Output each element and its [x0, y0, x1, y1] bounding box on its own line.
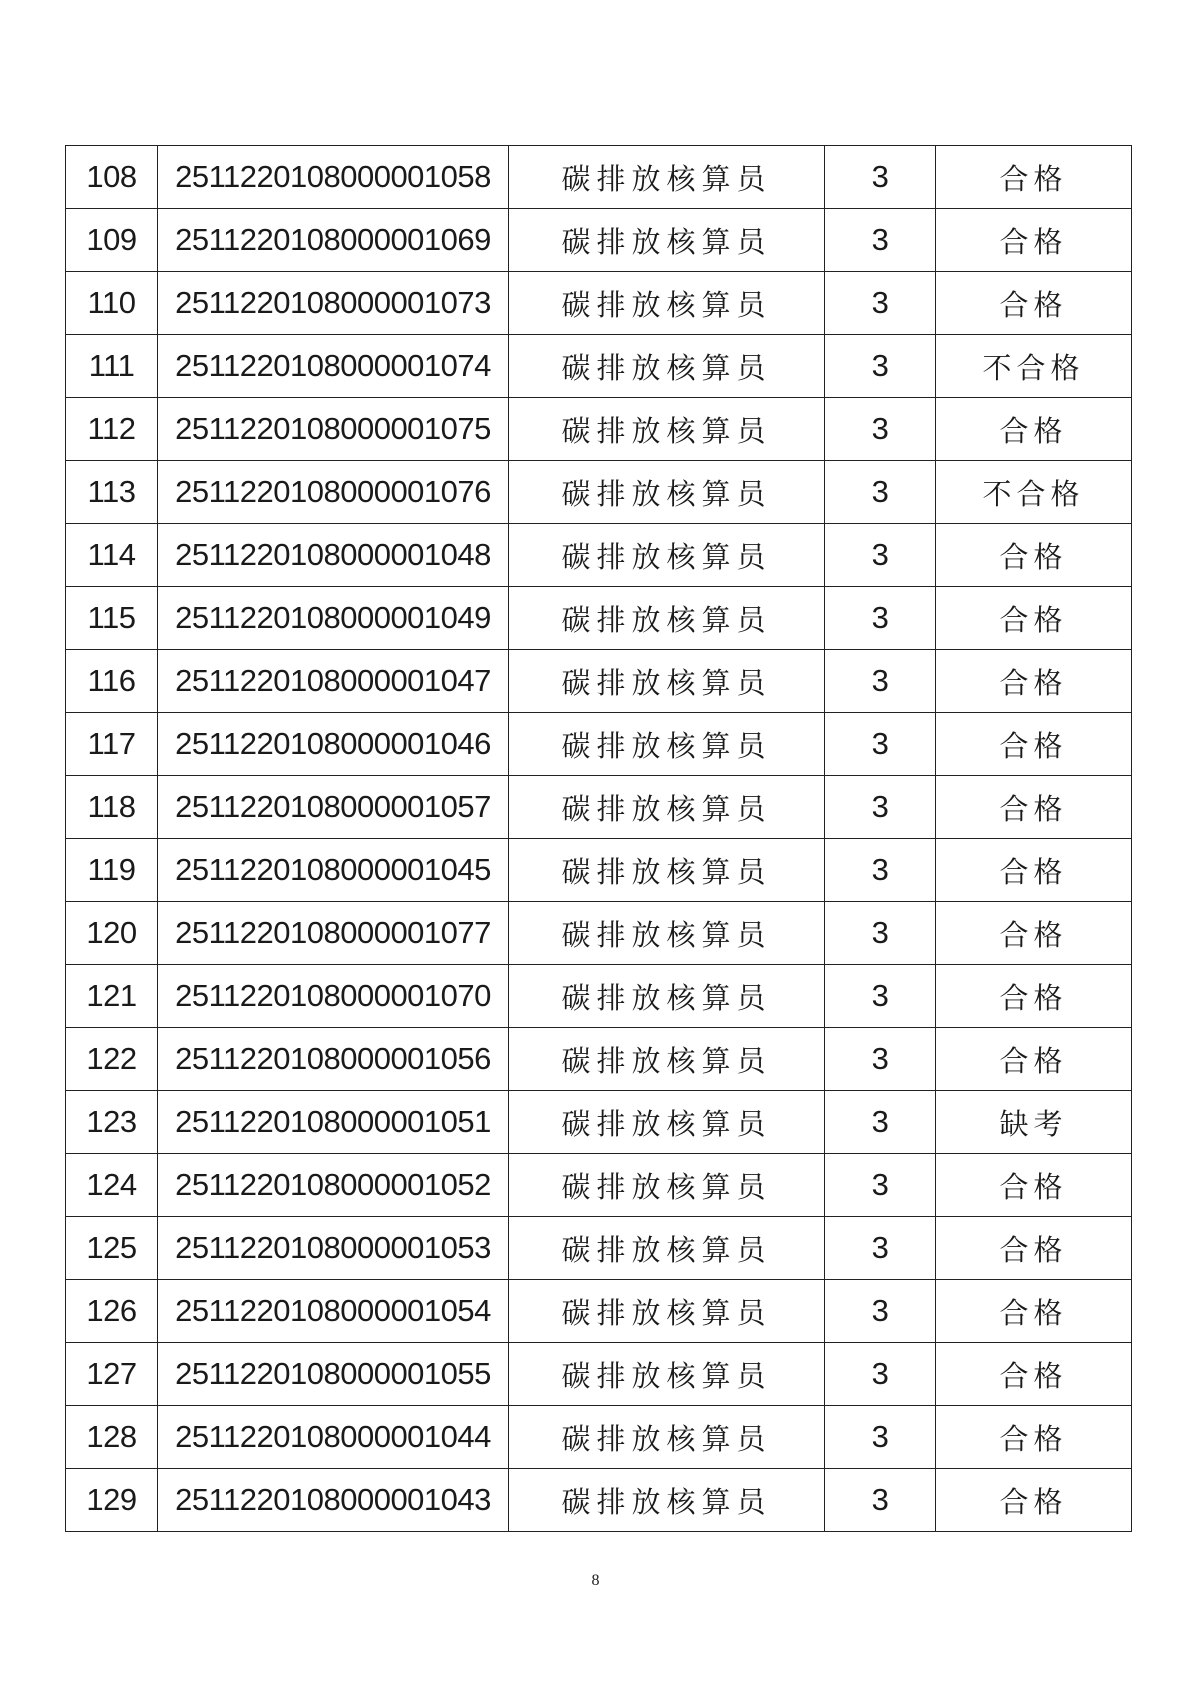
result-cell: 合格	[936, 146, 1132, 209]
certificate-id-cell: 2511220108000001074	[158, 335, 509, 398]
certificate-id-cell: 2511220108000001044	[158, 1406, 509, 1469]
occupation-cell: 碳排放核算员	[509, 776, 825, 839]
table-row	[66, 335, 1132, 398]
result-cell: 合格	[936, 1469, 1132, 1532]
sequence-number-cell: 109	[66, 209, 158, 272]
result-cell: 合格	[936, 650, 1132, 713]
certificate-id-cell: 2511220108000001045	[158, 839, 509, 902]
table-row	[66, 398, 1132, 461]
result-cell: 合格	[936, 1343, 1132, 1406]
level-cell: 3	[825, 650, 936, 713]
occupation-cell: 碳排放核算员	[509, 209, 825, 272]
result-cell: 合格	[936, 398, 1132, 461]
level-cell: 3	[825, 461, 936, 524]
table-row	[66, 272, 1132, 335]
occupation-cell: 碳排放核算员	[509, 1217, 825, 1280]
sequence-number-cell: 129	[66, 1469, 158, 1532]
sequence-number-cell: 112	[66, 398, 158, 461]
result-cell: 不合格	[936, 335, 1132, 398]
certificate-id-cell: 2511220108000001046	[158, 713, 509, 776]
occupation-cell: 碳排放核算员	[509, 587, 825, 650]
table-row	[66, 965, 1132, 1028]
occupation-cell: 碳排放核算员	[509, 335, 825, 398]
results-table-body	[66, 146, 1132, 1532]
table-row	[66, 650, 1132, 713]
table-row	[66, 1280, 1132, 1343]
sequence-number-cell: 120	[66, 902, 158, 965]
table-row	[66, 776, 1132, 839]
level-cell: 3	[825, 335, 936, 398]
sequence-number-cell: 119	[66, 839, 158, 902]
table-row	[66, 1343, 1132, 1406]
table-row	[66, 1217, 1132, 1280]
occupation-cell: 碳排放核算员	[509, 272, 825, 335]
certificate-id-cell: 2511220108000001043	[158, 1469, 509, 1532]
level-cell: 3	[825, 1469, 936, 1532]
occupation-cell: 碳排放核算员	[509, 1406, 825, 1469]
result-cell: 合格	[936, 524, 1132, 587]
sequence-number-cell: 116	[66, 650, 158, 713]
level-cell: 3	[825, 1028, 936, 1091]
occupation-cell: 碳排放核算员	[509, 902, 825, 965]
certificate-id-cell: 2511220108000001054	[158, 1280, 509, 1343]
sequence-number-cell: 124	[66, 1154, 158, 1217]
certificate-id-cell: 2511220108000001053	[158, 1217, 509, 1280]
sequence-number-cell: 126	[66, 1280, 158, 1343]
sequence-number-cell: 115	[66, 587, 158, 650]
level-cell: 3	[825, 1343, 936, 1406]
occupation-cell: 碳排放核算员	[509, 650, 825, 713]
certificate-id-cell: 2511220108000001048	[158, 524, 509, 587]
table-row	[66, 524, 1132, 587]
result-cell: 合格	[936, 1406, 1132, 1469]
result-cell: 合格	[936, 776, 1132, 839]
certificate-id-cell: 2511220108000001052	[158, 1154, 509, 1217]
result-cell: 合格	[936, 713, 1132, 776]
table-row	[66, 1091, 1132, 1154]
results-table	[65, 145, 1132, 1532]
level-cell: 3	[825, 272, 936, 335]
occupation-cell: 碳排放核算员	[509, 461, 825, 524]
level-cell: 3	[825, 1406, 936, 1469]
table-row	[66, 1469, 1132, 1532]
sequence-number-cell: 128	[66, 1406, 158, 1469]
certificate-id-cell: 2511220108000001058	[158, 146, 509, 209]
certificate-id-cell: 2511220108000001057	[158, 776, 509, 839]
result-cell: 合格	[936, 209, 1132, 272]
table-row	[66, 1154, 1132, 1217]
page-number: 8	[591, 1572, 600, 1589]
result-cell: 不合格	[936, 461, 1132, 524]
level-cell: 3	[825, 839, 936, 902]
table-row	[66, 209, 1132, 272]
occupation-cell: 碳排放核算员	[509, 1280, 825, 1343]
occupation-cell: 碳排放核算员	[509, 1091, 825, 1154]
certificate-id-cell: 2511220108000001056	[158, 1028, 509, 1091]
certificate-id-cell: 2511220108000001077	[158, 902, 509, 965]
sequence-number-cell: 127	[66, 1343, 158, 1406]
level-cell: 3	[825, 1217, 936, 1280]
occupation-cell: 碳排放核算员	[509, 713, 825, 776]
result-cell: 合格	[936, 1280, 1132, 1343]
table-row	[66, 839, 1132, 902]
level-cell: 3	[825, 713, 936, 776]
sequence-number-cell: 117	[66, 713, 158, 776]
occupation-cell: 碳排放核算员	[509, 398, 825, 461]
sequence-number-cell: 121	[66, 965, 158, 1028]
level-cell: 3	[825, 1154, 936, 1217]
certificate-id-cell: 2511220108000001070	[158, 965, 509, 1028]
occupation-cell: 碳排放核算员	[509, 1469, 825, 1532]
occupation-cell: 碳排放核算员	[509, 839, 825, 902]
table-row	[66, 902, 1132, 965]
level-cell: 3	[825, 1091, 936, 1154]
level-cell: 3	[825, 398, 936, 461]
table-row	[66, 146, 1132, 209]
sequence-number-cell: 110	[66, 272, 158, 335]
sequence-number-cell: 118	[66, 776, 158, 839]
level-cell: 3	[825, 965, 936, 1028]
result-cell: 合格	[936, 587, 1132, 650]
occupation-cell: 碳排放核算员	[509, 1154, 825, 1217]
level-cell: 3	[825, 524, 936, 587]
sequence-number-cell: 122	[66, 1028, 158, 1091]
result-cell: 合格	[936, 1217, 1132, 1280]
result-cell: 缺考	[936, 1091, 1132, 1154]
occupation-cell: 碳排放核算员	[509, 1343, 825, 1406]
occupation-cell: 碳排放核算员	[509, 524, 825, 587]
certificate-id-cell: 2511220108000001047	[158, 650, 509, 713]
level-cell: 3	[825, 776, 936, 839]
certificate-id-cell: 2511220108000001069	[158, 209, 509, 272]
result-cell: 合格	[936, 1154, 1132, 1217]
table-row	[66, 461, 1132, 524]
level-cell: 3	[825, 902, 936, 965]
sequence-number-cell: 125	[66, 1217, 158, 1280]
table-row	[66, 1028, 1132, 1091]
occupation-cell: 碳排放核算员	[509, 1028, 825, 1091]
occupation-cell: 碳排放核算员	[509, 146, 825, 209]
result-cell: 合格	[936, 1028, 1132, 1091]
level-cell: 3	[825, 587, 936, 650]
certificate-id-cell: 2511220108000001076	[158, 461, 509, 524]
result-cell: 合格	[936, 839, 1132, 902]
level-cell: 3	[825, 146, 936, 209]
occupation-cell: 碳排放核算员	[509, 965, 825, 1028]
result-cell: 合格	[936, 272, 1132, 335]
certificate-id-cell: 2511220108000001049	[158, 587, 509, 650]
certificate-id-cell: 2511220108000001051	[158, 1091, 509, 1154]
table-row	[66, 587, 1132, 650]
sequence-number-cell: 108	[66, 146, 158, 209]
certificate-id-cell: 2511220108000001073	[158, 272, 509, 335]
sequence-number-cell: 123	[66, 1091, 158, 1154]
sequence-number-cell: 113	[66, 461, 158, 524]
table-row	[66, 1406, 1132, 1469]
certificate-id-cell: 2511220108000001055	[158, 1343, 509, 1406]
table-row	[66, 713, 1132, 776]
level-cell: 3	[825, 1280, 936, 1343]
sequence-number-cell: 111	[66, 335, 158, 398]
level-cell: 3	[825, 209, 936, 272]
certificate-id-cell: 2511220108000001075	[158, 398, 509, 461]
result-cell: 合格	[936, 965, 1132, 1028]
result-cell: 合格	[936, 902, 1132, 965]
sequence-number-cell: 114	[66, 524, 158, 587]
